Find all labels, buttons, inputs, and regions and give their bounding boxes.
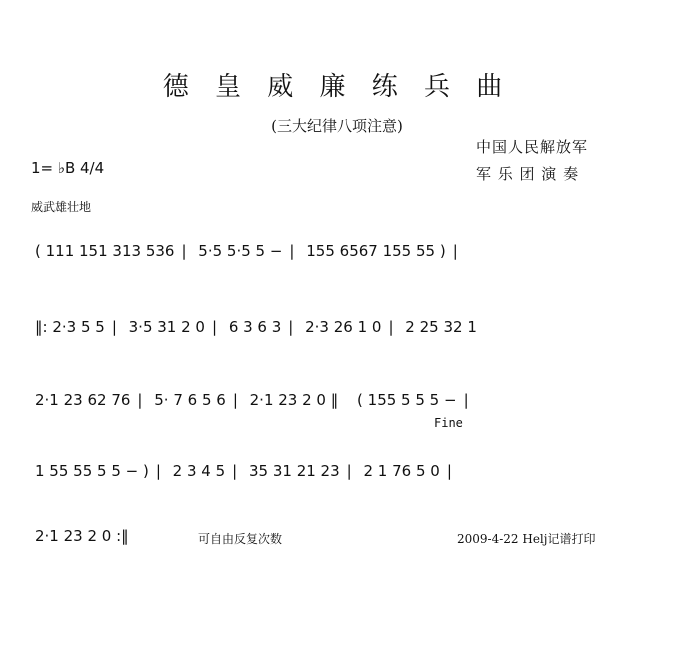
measure: 2·1 23 2 0 ‖ [249,391,339,409]
performer-line-2: 军 乐 团 演 奏 [476,165,580,183]
score-line-4: 1 55 55 5 5 − ) | 2 3 4 5 | 35 31 21 23 | 2 1 76 5 0 | [35,462,452,480]
repeat-note: 可自由反复次数 [198,532,283,546]
score-title: 德 皇 威 廉 练 兵 曲 [162,72,512,102]
score-subtitle: (三大纪律八项注意) [271,117,403,135]
measure: 2·3 26 1 0 [305,318,382,336]
measure: 5· 7 6 5 6 [154,391,226,409]
score-line-2: ‖: 2·3 5 5 | 3·5 31 2 0 | 6 3 6 3 | 2·3 26 1 0 | 2 25 32 1 [35,318,477,336]
tempo-marking: 威武雄壮地 [31,200,92,214]
print-info: 2009-4-22 Helj记谱打印 [457,532,596,546]
fine-marking: Fine [434,416,463,430]
measure: ( 155 5 5 5 − [357,391,457,409]
measure: 2·1 23 62 76 [35,391,131,409]
measure: 5·5 5·5 5 − [198,242,283,260]
measure: 2 3 4 5 [172,462,226,480]
measure: 3·5 31 2 0 [128,318,205,336]
measure: 35 31 21 23 [248,462,340,480]
measure: 155 6567 155 55 ) [306,242,446,260]
score-line-5 [28,527,136,545]
measure: 6 3 6 3 [228,318,282,336]
performer-line-1: 中国人民解放军 [476,138,589,156]
measure: 2·1 23 2 0 :‖ [35,527,129,545]
measure: ( 111 151 313 536 [35,242,175,260]
key-signature: 1= ♭B 4/4 [31,159,105,177]
measure: 2 25 32 1 [405,318,477,336]
measure: ‖: 2·3 5 5 [35,318,105,336]
measure: 2 1 76 5 0 [363,462,440,480]
measure: 1 55 55 5 5 − ) [35,462,149,480]
score-line-3: 2·1 23 62 76 | 5· 7 6 5 6 | 2·1 23 2 0 ‖ ( 155 5 5 5 − | [35,391,469,409]
score-line-1: ( 111 151 313 536 | 5·5 5·5 5 − | 155 6567 155 55 ) | [35,242,458,260]
